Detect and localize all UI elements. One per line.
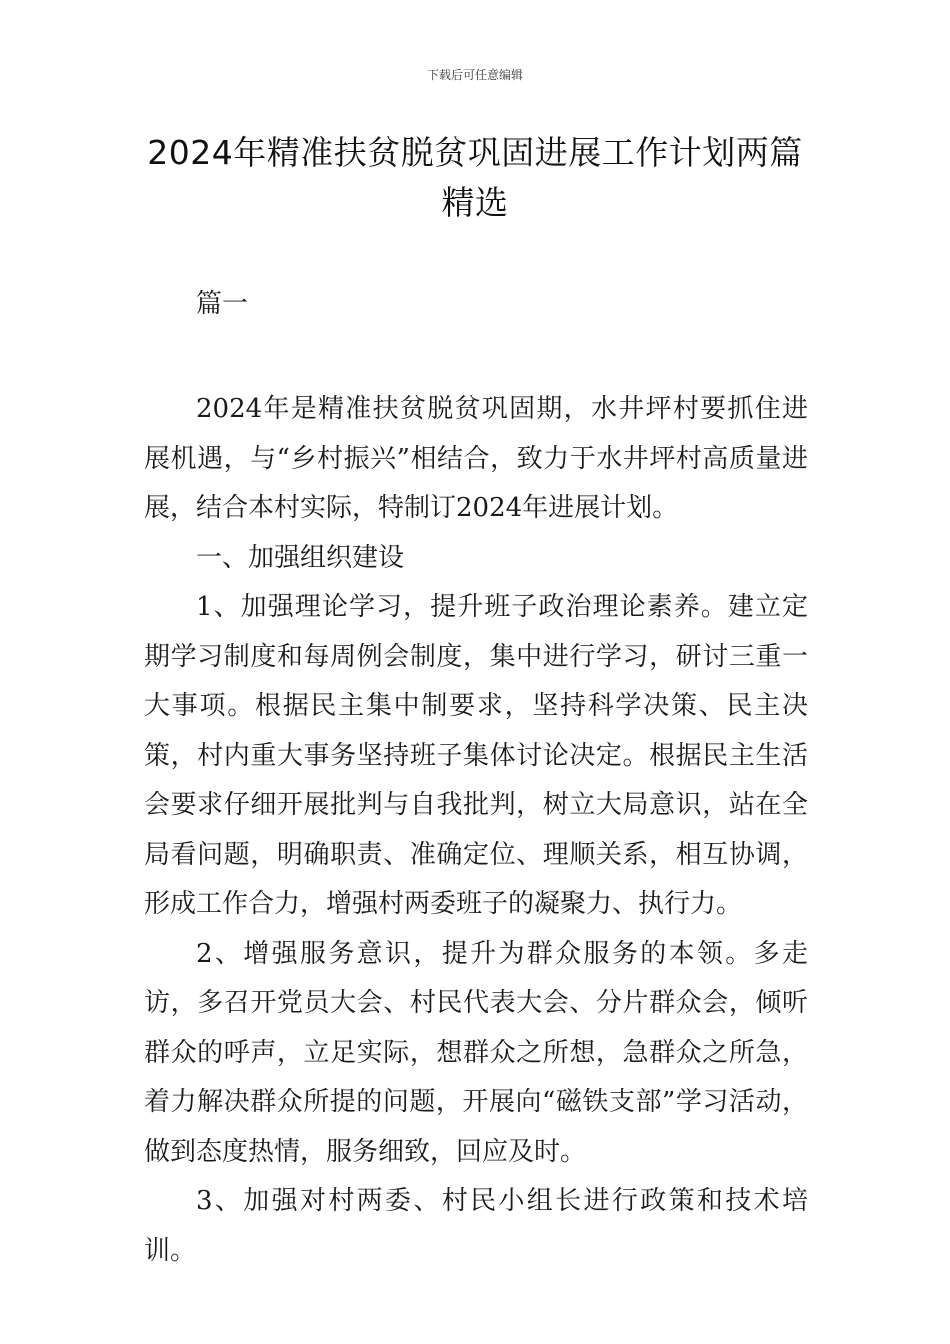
header-note: 下载后可任意编辑 xyxy=(426,68,523,82)
section-heading: 一、加强组织建设 xyxy=(196,542,405,573)
document-title: 2024年精准扶贫脱贫巩固进展工作计划两篇精选 xyxy=(147,133,803,222)
document-body xyxy=(144,280,808,1276)
paragraph: 3、加强对村两委、村民小组长进行政策和技术培训。 xyxy=(144,1186,808,1266)
paragraph: 1、加强理论学习，提升班子政治理论素养。建立定期学习制度和每周例会制度，集中进行学习，研讨三重一大事项。根据民主集中制要求，坚持科学决策、民主决策，村内重大事务坚持班子集体讨论决定。根据民主生活会要求仔细开展批判与自我批判，树立大局意识，站在全局看问题，明确职责、准确定位、理顺关系，相互协调，形成工作合力，增强村两委班子的凝聚力、执行力。 xyxy=(144,592,808,919)
paragraph: 2024年是精准扶贫脱贫巩固期，水井坪村要抓住进展机遇，与“乡村振兴”相结合，致力于水井坪村高质量进展，结合本村实际，特制订2024年进展计划。 xyxy=(144,394,808,523)
paragraph: 2、增强服务意识，提升为群众服务的本领。多走访，多召开党员大会、村民代表大会、分片群众会，倾听群众的呼声，立足实际，想群众之所想，急群众之所急，着力解决群众所提的问题，开展向“磁铁支部”学习活动，做到态度热情，服务细致，回应及时。 xyxy=(144,938,808,1167)
section-label: 篇一 xyxy=(196,289,249,319)
